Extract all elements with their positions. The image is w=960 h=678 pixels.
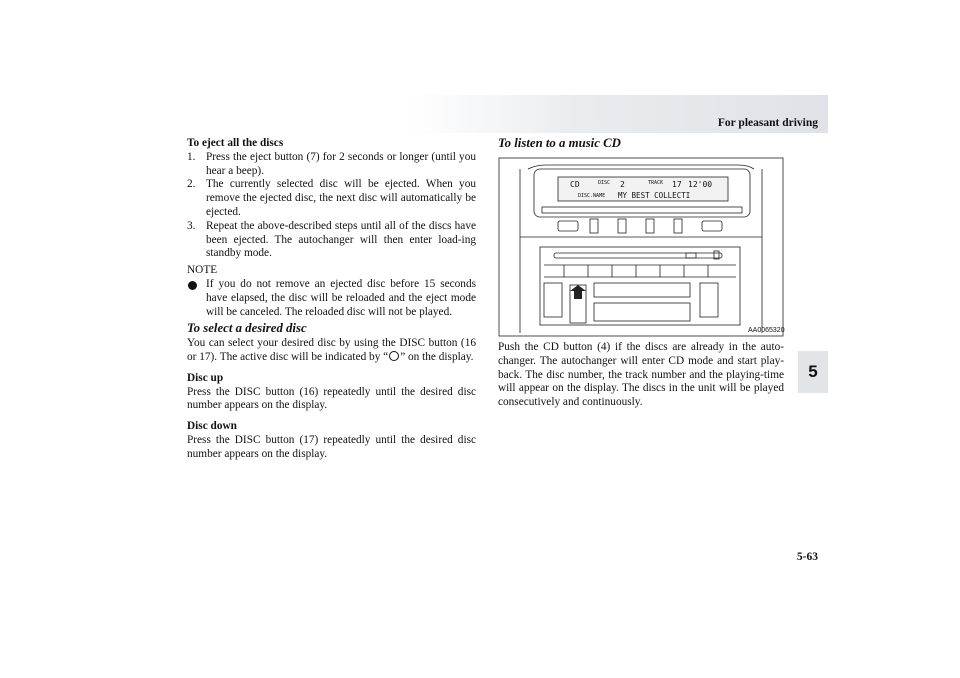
display-name-value: MY BEST COLLECTI <box>618 191 691 200</box>
step-number: 1. <box>187 150 196 163</box>
select-text-part-a: You can select your desired disc by using the DISC button (16 or 17). The active disc will be indicated by “ <box>187 337 476 363</box>
figure-code: AA0065320 <box>748 327 785 334</box>
listen-cd-text: Push the CD button (4) if the discs are already in the auto-changer. The autochanger will enter CD mode and start play-back. The disc number, the track number and the playing-time will appear on the display. The discs in the unit will be played consecutively and continuously. <box>498 341 784 409</box>
chapter-tab: 5 <box>798 351 828 393</box>
display-name-label: DISC.NAME <box>578 193 606 199</box>
step-item <box>187 220 476 261</box>
audio-unit-illustration <box>498 157 784 337</box>
button-d <box>646 219 654 233</box>
center-lower-slot <box>594 303 690 321</box>
display-track-label: TRACK <box>648 180 664 186</box>
step-number: 3. <box>187 219 196 232</box>
button-f <box>702 221 722 231</box>
disc-up-text: Press the DISC button (16) repeatedly until the desired disc number appears on the display. <box>187 385 476 412</box>
page-number: 5-63 <box>796 551 818 563</box>
select-disc-heading: To select a desired disc <box>187 321 307 336</box>
display-disc-number: 2 <box>620 180 625 189</box>
disc-up-heading: Disc up <box>187 371 224 384</box>
left-knob <box>544 283 562 317</box>
step-text: Repeat the above-described steps until all of the discs have been ejected. The autochanger will then enter load-ing standby mode. <box>206 219 476 260</box>
step-text: Press the eject button (7) for 2 seconds or longer (until you hear a beep). <box>206 150 476 177</box>
button-a <box>558 221 578 231</box>
disc-indicator-icon <box>389 351 399 361</box>
preset-lines <box>544 265 736 277</box>
left-column <box>187 137 476 462</box>
button-e <box>674 219 682 233</box>
display-mode: CD <box>570 180 580 189</box>
eject-steps <box>187 151 476 261</box>
up-arrow-icon <box>570 285 586 299</box>
step-text: The currently selected disc will be ejected. When you remove the ejected disc, the next disc will automatically be ejected. <box>206 178 476 218</box>
note-text: If you do not remove an ejected disc before 15 seconds have elapsed, the disc will be reloaded and the eject mode will be canceled. The reloaded disc will not be played. <box>206 277 476 318</box>
right-knob <box>700 283 718 317</box>
note-label: NOTE <box>187 264 218 277</box>
preset-dividers <box>564 265 708 277</box>
right-column-heading-wrap <box>498 137 784 152</box>
select-disc-text <box>187 337 476 365</box>
step-number: 2. <box>187 178 196 191</box>
step-item <box>187 178 476 219</box>
disc-slot <box>554 253 722 258</box>
bullet-icon <box>188 281 197 290</box>
disc-down-text: Press the DISC button (17) repeatedly until the desired disc number appears on the display. <box>187 433 476 460</box>
note-item <box>187 278 476 319</box>
select-text-part-b: ” on the display. <box>400 350 474 363</box>
button-b <box>590 219 598 233</box>
display-time: 12'00 <box>688 180 713 189</box>
eject-heading: To eject all the discs <box>187 137 284 149</box>
eject-marker <box>686 253 696 258</box>
button-row-top <box>542 207 742 213</box>
step-item <box>187 151 476 179</box>
listen-cd-heading: To listen to a music CD <box>498 136 621 150</box>
console-top-curve <box>528 165 754 169</box>
display-disc-label: DISC <box>598 180 611 186</box>
header-title: For pleasant driving <box>717 117 818 129</box>
disc-down-heading: Disc down <box>187 420 237 433</box>
button-c <box>618 219 626 233</box>
center-upper-slot <box>594 283 690 297</box>
display-track-number: 17 <box>672 180 682 189</box>
